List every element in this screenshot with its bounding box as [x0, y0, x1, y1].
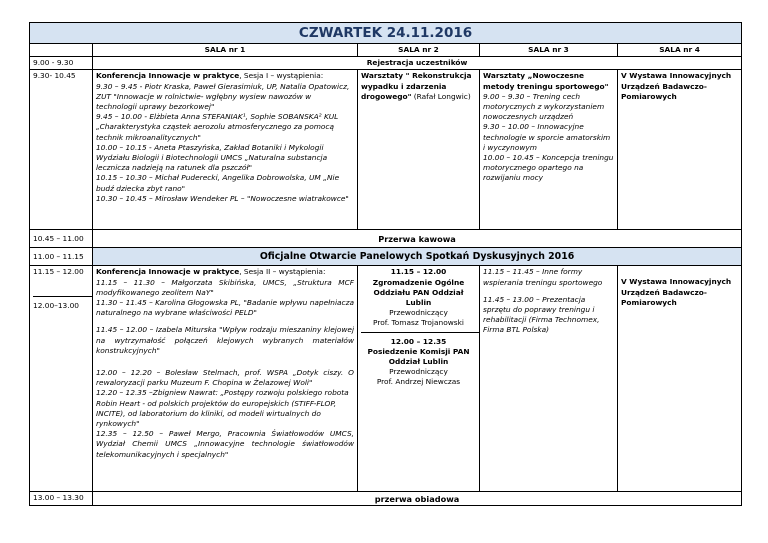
time-session-2b: 12.00–13.00 [33, 300, 80, 310]
sala4-exhibition: V Wystawa Innowacyjnych Urządzeń Badawczo-Pomiarowych [618, 70, 742, 230]
talk-item: 12.20 – 12.35 –Zbigniew Nawrat: „Postępy rozwoju polskiego robota Robin Heart - od polskich projektów do europejskich (STIFF-FLOP, INCITE), od laboratorium do kliniki, od modeli wirtualnych do rynkowych" [96, 388, 349, 429]
sala2-session-2 [358, 266, 480, 492]
committee-role: Przewodniczący [389, 367, 448, 377]
sport-workshop-title: Warsztaty „Nowoczesne metody treningu sportowego" [483, 71, 609, 91]
registration-text: Rejestracja uczestników [93, 57, 742, 70]
talk-item: 10.00 – 10.15 - Aneta Ptaszyńska, Zakład Botaniki i Mykologii Wydziału Biologii i Biotechnologii UMCS „Naturalna substancja lecznicza nadzieją na ratunek dla pszczół" [96, 142, 328, 173]
assembly-title: Zgromadzenie Ogólne Oddziału PAN Oddział Lublin [372, 277, 465, 308]
sport-item: 10.00 – 10.45 – Koncepcja treningu motorycznego opartego na rozwijaniu mocy [483, 153, 614, 183]
row-session-1 [30, 70, 742, 230]
session-2-intro [96, 267, 354, 277]
time-lunch: 13.00 – 13.30 [30, 492, 93, 506]
assembly-time: 11.15 – 12.00 [390, 267, 447, 277]
row-registration [30, 57, 742, 70]
schedule-table [29, 22, 742, 506]
talk-item: 10.30 – 10.45 – Mirosław Wendeker PL – "Nowoczesne wiatrakowce" [96, 193, 349, 203]
talk-item: 9.45 – 10.00 - Elżbieta Anna STEFANIAK¹, Sophie SOBANSKA² KUL „Charakterystyka cząstek aerozolu atmosferycznego za pomocą technik mikroanalitycznych" [96, 112, 339, 142]
session-2-intro-rest: , Sesja II – wystąpienia: [239, 267, 326, 277]
header-time [30, 44, 93, 57]
sala1-session-2 [93, 266, 358, 492]
committee-title: Posiedzenie Komisji PAN Oddział Lublin [367, 346, 470, 367]
time-registration: 9.00 - 9.30 [30, 57, 93, 70]
time-coffee-break: 10.45 – 11.00 [30, 230, 93, 248]
talk-item: 12.35 – 12.50 – Paweł Mergo, Pracownia Światłowodów UMCS, Wydział Chemii UMCS „Innowacyjne technologie światłowodów telekomunikacyjnych i specjalnych" [96, 429, 354, 459]
talk-item: 11.15 – 11.30 – Małgorzata Skibińska, UMCS, „Struktura MCF modyfikowanego zeolitem NaY" [96, 277, 354, 297]
spacer [96, 356, 354, 368]
row-opening [30, 248, 742, 266]
talk-item: 12.00 – 12.20 – Bolesław Stelmach, prof. WSPA „Dotyk ciszy. O rewaloryzacji parku Muzeum F. Chopina w Żelazowej Woli" [96, 368, 354, 388]
sport-item: 11.45 – 13.00 – Prezentacja sprzętu do poprawy treningu i rehabilitacji (Firma Technomex, Firma BTL Polska) [483, 294, 600, 335]
row-lunch [30, 492, 742, 506]
spacer [621, 267, 738, 277]
time-opening: 11.00 – 11.15 [30, 248, 93, 266]
sala3-session-2 [480, 266, 618, 492]
talk-item: 9.30 – 9.45 - Piotr Kraska, Paweł Gierasimiuk, UP, Natalia Opatowicz, ZUT "Innowacje w rolnictwie- wgłębny wysiew nawozów w technologii uprawy bezorkowej" [96, 81, 350, 112]
sala2-session-1 [358, 70, 480, 230]
sala3-session-1 [480, 70, 618, 230]
time-session-2a: 11.15 – 12.00 [33, 267, 84, 277]
talk-item: 11.30 – 11.45 – Karolina Głogowska PL, "Badanie wpływu napełniacza naturalnego na wybrane właściwości PELD" [96, 298, 354, 318]
title-row [30, 23, 742, 44]
sala1-session-1 [93, 70, 358, 230]
time-session-1: 9.30- 10.45 [30, 70, 93, 230]
lunch-text: przerwa obiadowa [93, 492, 742, 506]
exhibition-text: V Wystawa Innowacyjnych Urządzeń Badawczo-Pomiarowych [621, 277, 732, 307]
sala4-exhibition-2 [618, 266, 742, 492]
workshop-leader: (Rafał Longwic) [411, 91, 471, 101]
assembly-person: Prof. Tomasz Trojanowski [373, 318, 464, 328]
sport-item: 9.00 – 9.30 – Trening cech motorycznych z wykorzystaniem nowoczesnych urządzeń [483, 91, 605, 122]
page-title: CZWARTEK 24.11.2016 [30, 23, 742, 44]
assembly-role: Przewodniczący [389, 308, 448, 318]
spacer [96, 318, 354, 325]
header-sala-3: SALA nr 3 [480, 44, 618, 57]
time-session-2 [30, 266, 93, 492]
sport-item: 9.30 – 10.00 – Innowacyjne technologie w sporcie amatorskim i wyczynowym [483, 122, 611, 152]
coffee-break-text: Przerwa kawowa [93, 230, 742, 248]
session-1-intro-bold: Konferencja Innowacje w praktyce [96, 71, 240, 81]
header-sala-1: SALA nr 1 [93, 44, 358, 57]
session-1-intro-rest: , Sesja I – wystąpienia: [239, 71, 324, 81]
spacer [483, 288, 614, 295]
row-coffee-break [30, 230, 742, 248]
header-sala-2: SALA nr 2 [358, 44, 480, 57]
committee-person: Prof. Andrzej Niewczas [376, 377, 461, 387]
session-1-intro [96, 71, 354, 81]
row-session-2 [30, 266, 742, 492]
talk-item: 11.45 – 12.00 – Izabela Miturska "Wpływ rodzaju mieszaniny klejowej na wytrzymałość połączeń klejowych wybranych materiałów konstrukcyjnych" [96, 325, 354, 355]
block-divider [361, 332, 480, 333]
session-2-intro-bold: Konferencja Innowacje w praktyce [96, 267, 240, 277]
workshop-title: Warsztaty " Rekonstrukcja wypadku i zdarzenia drogowego" [361, 71, 472, 101]
talk-item: 10.15 – 10.30 – Michał Puderecki, Angelika Dobrowolska, UM „Nie budź dziecka zbyt rano" [96, 173, 340, 193]
opening-text: Oficjalne Otwarcie Panelowych Spotkań Dyskusyjnych 2016 [93, 248, 742, 266]
committee-time: 12.00 – 12.35 [390, 336, 447, 346]
header-row [30, 44, 742, 57]
time-divider [33, 296, 93, 297]
sport-item: 11.15 – 11.45 – Inne formy wspierania treningu sportowego [483, 267, 603, 287]
header-sala-4: SALA nr 4 [618, 44, 742, 57]
